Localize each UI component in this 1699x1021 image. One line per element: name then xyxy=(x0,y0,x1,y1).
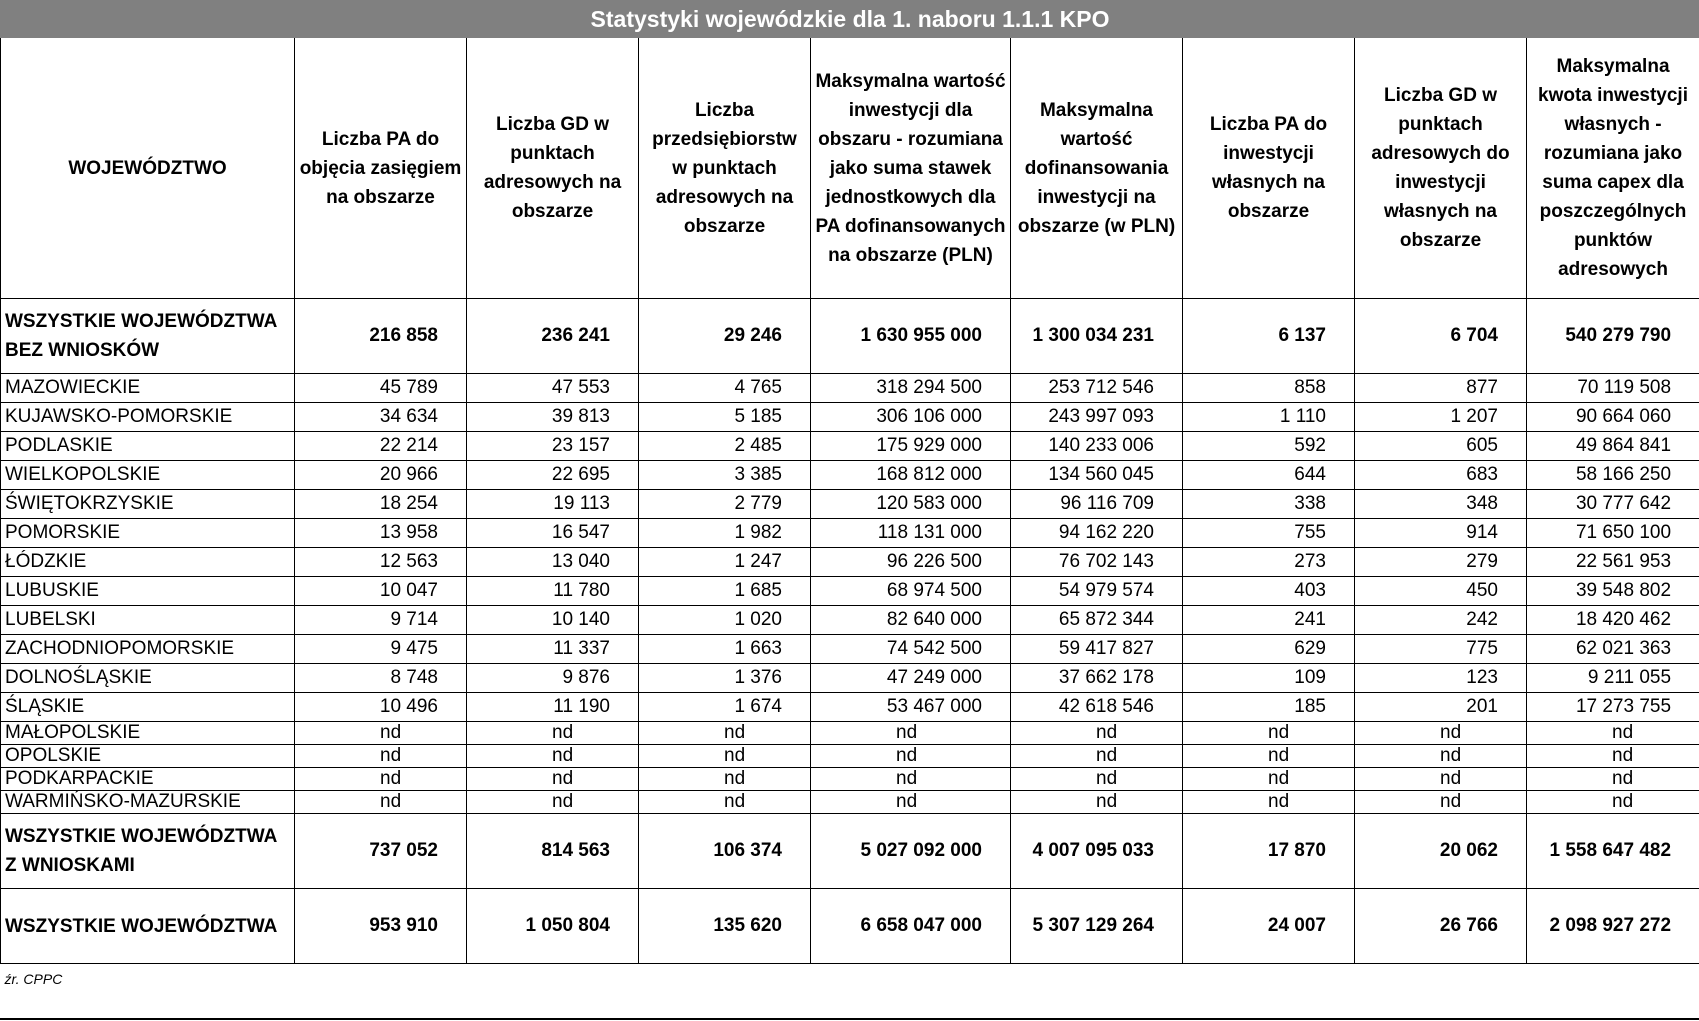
value-cell: 1 376 xyxy=(639,664,811,693)
value-cell: 9 714 xyxy=(295,606,467,635)
value-cell: 20 062 xyxy=(1355,814,1527,889)
value-cell: 775 xyxy=(1355,635,1527,664)
value-cell: nd xyxy=(639,768,811,791)
value-cell: 42 618 546 xyxy=(1011,693,1183,722)
value-cell: 140 233 006 xyxy=(1011,432,1183,461)
value-cell: 348 xyxy=(1355,490,1527,519)
value-cell: 62 021 363 xyxy=(1527,635,1699,664)
column-header: Liczba PA do inwestycji własnych na obszarze xyxy=(1183,38,1355,299)
table-row xyxy=(1,745,1699,768)
value-cell: 279 xyxy=(1355,548,1527,577)
value-cell: 47 249 000 xyxy=(811,664,1011,693)
region-name-cell: PODLASKIE xyxy=(1,432,295,461)
value-cell: nd xyxy=(1183,768,1355,791)
value-cell: 118 131 000 xyxy=(811,519,1011,548)
column-header: Maksymalna kwota inwestycji własnych - rozumiana jako suma capex dla poszczególnych punktów adresowych xyxy=(1527,38,1699,299)
value-cell: nd xyxy=(1355,722,1527,745)
value-cell: nd xyxy=(1355,768,1527,791)
value-cell: nd xyxy=(1527,722,1699,745)
value-cell: 23 157 xyxy=(467,432,639,461)
value-cell: 3 385 xyxy=(639,461,811,490)
value-cell: 16 547 xyxy=(467,519,639,548)
value-cell: nd xyxy=(1183,791,1355,814)
bottom-border xyxy=(0,1018,1699,1020)
value-cell: 168 812 000 xyxy=(811,461,1011,490)
value-cell: 338 xyxy=(1183,490,1355,519)
value-cell: nd xyxy=(1355,745,1527,768)
value-cell: 1 982 xyxy=(639,519,811,548)
value-cell: 185 xyxy=(1183,693,1355,722)
value-cell: 216 858 xyxy=(295,299,467,374)
value-cell: 1 050 804 xyxy=(467,889,639,964)
value-cell: 273 xyxy=(1183,548,1355,577)
value-cell: 2 779 xyxy=(639,490,811,519)
value-cell: 34 634 xyxy=(295,403,467,432)
value-cell: 5 027 092 000 xyxy=(811,814,1011,889)
value-cell: 30 777 642 xyxy=(1527,490,1699,519)
value-cell: nd xyxy=(467,745,639,768)
value-cell: 58 166 250 xyxy=(1527,461,1699,490)
region-name-cell: WARMIŃSKO-MAZURSKIE xyxy=(1,791,295,814)
value-cell: 644 xyxy=(1183,461,1355,490)
value-cell: 1 300 034 231 xyxy=(1011,299,1183,374)
total-row xyxy=(1,814,1699,889)
value-cell: 6 704 xyxy=(1355,299,1527,374)
table-row xyxy=(1,519,1699,548)
value-cell: nd xyxy=(295,791,467,814)
table-row xyxy=(1,606,1699,635)
value-cell: 13 040 xyxy=(467,548,639,577)
value-cell: 13 958 xyxy=(295,519,467,548)
region-name-cell: DOLNOŚLĄSKIE xyxy=(1,664,295,693)
value-cell: 318 294 500 xyxy=(811,374,1011,403)
value-cell: 22 214 xyxy=(295,432,467,461)
value-cell: 109 xyxy=(1183,664,1355,693)
header-row xyxy=(1,38,1699,299)
value-cell: nd xyxy=(467,791,639,814)
table-body xyxy=(1,299,1699,964)
column-header: Liczba GD w punktach adresowych na obszarze xyxy=(467,38,639,299)
table-row xyxy=(1,403,1699,432)
value-cell: 1 630 955 000 xyxy=(811,299,1011,374)
value-cell: 10 140 xyxy=(467,606,639,635)
value-cell: 96 116 709 xyxy=(1011,490,1183,519)
value-cell: 11 337 xyxy=(467,635,639,664)
value-cell: 10 047 xyxy=(295,577,467,606)
value-cell: 68 974 500 xyxy=(811,577,1011,606)
value-cell: nd xyxy=(639,745,811,768)
value-cell: 65 872 344 xyxy=(1011,606,1183,635)
value-cell: 737 052 xyxy=(295,814,467,889)
value-cell: 8 748 xyxy=(295,664,467,693)
value-cell: 134 560 045 xyxy=(1011,461,1183,490)
column-header: Maksymalna wartość inwestycji dla obszaru - rozumiana jako suma stawek jednostkowych dla PA dofinansowanych na obszarze (PLN) xyxy=(811,38,1011,299)
value-cell: 5 307 129 264 xyxy=(1011,889,1183,964)
value-cell: 24 007 xyxy=(1183,889,1355,964)
value-cell: nd xyxy=(295,722,467,745)
value-cell: 755 xyxy=(1183,519,1355,548)
value-cell: nd xyxy=(467,768,639,791)
value-cell: 19 113 xyxy=(467,490,639,519)
region-name-cell: ŚWIĘTOKRZYSKIE xyxy=(1,490,295,519)
value-cell: 450 xyxy=(1355,577,1527,606)
region-name-cell: WSZYSTKIE WOJEWÓDZTWA BEZ WNIOSKÓW xyxy=(1,299,295,374)
value-cell: 11 780 xyxy=(467,577,639,606)
value-cell: 201 xyxy=(1355,693,1527,722)
value-cell: 683 xyxy=(1355,461,1527,490)
table-row xyxy=(1,722,1699,745)
value-cell: 9 211 055 xyxy=(1527,664,1699,693)
column-header: Liczba przedsiębiorstw w punktach adresowych na obszarze xyxy=(639,38,811,299)
value-cell: 53 467 000 xyxy=(811,693,1011,722)
value-cell: 26 766 xyxy=(1355,889,1527,964)
column-header: Liczba PA do objęcia zasięgiem na obszarze xyxy=(295,38,467,299)
value-cell: nd xyxy=(1527,768,1699,791)
region-name-cell: WSZYSTKIE WOJEWÓDZTWA xyxy=(1,889,295,964)
table-row xyxy=(1,548,1699,577)
value-cell: nd xyxy=(811,791,1011,814)
table-row xyxy=(1,768,1699,791)
region-name-cell: LUBUSKIE xyxy=(1,577,295,606)
value-cell: 9 475 xyxy=(295,635,467,664)
value-cell: 306 106 000 xyxy=(811,403,1011,432)
value-cell: 877 xyxy=(1355,374,1527,403)
table-title: Statystyki wojewódzkie dla 1. naboru 1.1.1 KPO xyxy=(1,1,1699,38)
value-cell: 6 137 xyxy=(1183,299,1355,374)
value-cell: 47 553 xyxy=(467,374,639,403)
value-cell: 54 979 574 xyxy=(1011,577,1183,606)
table-row xyxy=(1,461,1699,490)
value-cell: 236 241 xyxy=(467,299,639,374)
region-name-cell: PODKARPACKIE xyxy=(1,768,295,791)
value-cell: nd xyxy=(295,745,467,768)
value-cell: 70 119 508 xyxy=(1527,374,1699,403)
value-cell: 135 620 xyxy=(639,889,811,964)
value-cell: nd xyxy=(639,722,811,745)
value-cell: 175 929 000 xyxy=(811,432,1011,461)
region-name-cell: POMORSKIE xyxy=(1,519,295,548)
region-name-cell: ŁÓDZKIE xyxy=(1,548,295,577)
value-cell: nd xyxy=(1011,768,1183,791)
value-cell: nd xyxy=(295,768,467,791)
value-cell: 6 658 047 000 xyxy=(811,889,1011,964)
value-cell: 1 674 xyxy=(639,693,811,722)
region-name-cell: LUBELSKI xyxy=(1,606,295,635)
region-name-cell: KUJAWSKO-POMORSKIE xyxy=(1,403,295,432)
value-cell: 403 xyxy=(1183,577,1355,606)
table-row xyxy=(1,374,1699,403)
value-cell: 96 226 500 xyxy=(811,548,1011,577)
source-note: źr. CPPC xyxy=(1,964,1699,995)
total-row xyxy=(1,889,1699,964)
value-cell: 1 685 xyxy=(639,577,811,606)
value-cell: nd xyxy=(1527,745,1699,768)
value-cell: 74 542 500 xyxy=(811,635,1011,664)
value-cell: 1 663 xyxy=(639,635,811,664)
value-cell: 45 789 xyxy=(295,374,467,403)
value-cell: 914 xyxy=(1355,519,1527,548)
value-cell: 18 420 462 xyxy=(1527,606,1699,635)
value-cell: 71 650 100 xyxy=(1527,519,1699,548)
value-cell: 2 485 xyxy=(639,432,811,461)
value-cell: 605 xyxy=(1355,432,1527,461)
column-header: Maksymalna wartość dofinansowania inwestycji na obszarze (w PLN) xyxy=(1011,38,1183,299)
region-name-cell: ZACHODNIOPOMORSKIE xyxy=(1,635,295,664)
value-cell: 10 496 xyxy=(295,693,467,722)
value-cell: 20 966 xyxy=(295,461,467,490)
region-name-cell: WIELKOPOLSKIE xyxy=(1,461,295,490)
column-header: WOJEWÓDZTWO xyxy=(1,38,295,299)
value-cell: 858 xyxy=(1183,374,1355,403)
value-cell: 592 xyxy=(1183,432,1355,461)
value-cell: 59 417 827 xyxy=(1011,635,1183,664)
value-cell: nd xyxy=(1011,745,1183,768)
value-cell: nd xyxy=(1011,791,1183,814)
total-row xyxy=(1,299,1699,374)
value-cell: 242 xyxy=(1355,606,1527,635)
value-cell: 4 765 xyxy=(639,374,811,403)
value-cell: 94 162 220 xyxy=(1011,519,1183,548)
value-cell: 12 563 xyxy=(295,548,467,577)
value-cell: 18 254 xyxy=(295,490,467,519)
value-cell: nd xyxy=(1527,791,1699,814)
table-row xyxy=(1,432,1699,461)
value-cell: nd xyxy=(811,768,1011,791)
region-name-cell: MAŁOPOLSKIE xyxy=(1,722,295,745)
value-cell: 4 007 095 033 xyxy=(1011,814,1183,889)
value-cell: nd xyxy=(811,722,1011,745)
value-cell: 106 374 xyxy=(639,814,811,889)
value-cell: 37 662 178 xyxy=(1011,664,1183,693)
value-cell: 5 185 xyxy=(639,403,811,432)
value-cell: 82 640 000 xyxy=(811,606,1011,635)
value-cell: 1 247 xyxy=(639,548,811,577)
value-cell: nd xyxy=(467,722,639,745)
column-header: Liczba GD w punktach adresowych do inwestycji własnych na obszarze xyxy=(1355,38,1527,299)
value-cell: 123 xyxy=(1355,664,1527,693)
value-cell: nd xyxy=(1011,722,1183,745)
value-cell: 629 xyxy=(1183,635,1355,664)
region-name-cell: MAZOWIECKIE xyxy=(1,374,295,403)
value-cell: 49 864 841 xyxy=(1527,432,1699,461)
value-cell: 17 273 755 xyxy=(1527,693,1699,722)
value-cell: 17 870 xyxy=(1183,814,1355,889)
value-cell: 953 910 xyxy=(295,889,467,964)
value-cell: 9 876 xyxy=(467,664,639,693)
value-cell: 29 246 xyxy=(639,299,811,374)
region-name-cell: WSZYSTKIE WOJEWÓDZTWA Z WNIOSKAMI xyxy=(1,814,295,889)
value-cell: 243 997 093 xyxy=(1011,403,1183,432)
value-cell: 1 110 xyxy=(1183,403,1355,432)
value-cell: nd xyxy=(639,791,811,814)
value-cell: nd xyxy=(811,745,1011,768)
table-row xyxy=(1,693,1699,722)
value-cell: 39 813 xyxy=(467,403,639,432)
value-cell: 22 561 953 xyxy=(1527,548,1699,577)
value-cell: nd xyxy=(1183,722,1355,745)
value-cell: 253 712 546 xyxy=(1011,374,1183,403)
table-row xyxy=(1,664,1699,693)
value-cell: 1 558 647 482 xyxy=(1527,814,1699,889)
value-cell: nd xyxy=(1183,745,1355,768)
region-name-cell: ŚLĄSKIE xyxy=(1,693,295,722)
value-cell: nd xyxy=(1355,791,1527,814)
value-cell: 90 664 060 xyxy=(1527,403,1699,432)
table-row xyxy=(1,791,1699,814)
value-cell: 11 190 xyxy=(467,693,639,722)
table-row xyxy=(1,577,1699,606)
value-cell: 814 563 xyxy=(467,814,639,889)
table-row xyxy=(1,490,1699,519)
value-cell: 39 548 802 xyxy=(1527,577,1699,606)
value-cell: 22 695 xyxy=(467,461,639,490)
value-cell: 1 020 xyxy=(639,606,811,635)
value-cell: 540 279 790 xyxy=(1527,299,1699,374)
table-row xyxy=(1,635,1699,664)
value-cell: 2 098 927 272 xyxy=(1527,889,1699,964)
value-cell: 1 207 xyxy=(1355,403,1527,432)
region-name-cell: OPOLSKIE xyxy=(1,745,295,768)
value-cell: 241 xyxy=(1183,606,1355,635)
value-cell: 120 583 000 xyxy=(811,490,1011,519)
value-cell: 76 702 143 xyxy=(1011,548,1183,577)
